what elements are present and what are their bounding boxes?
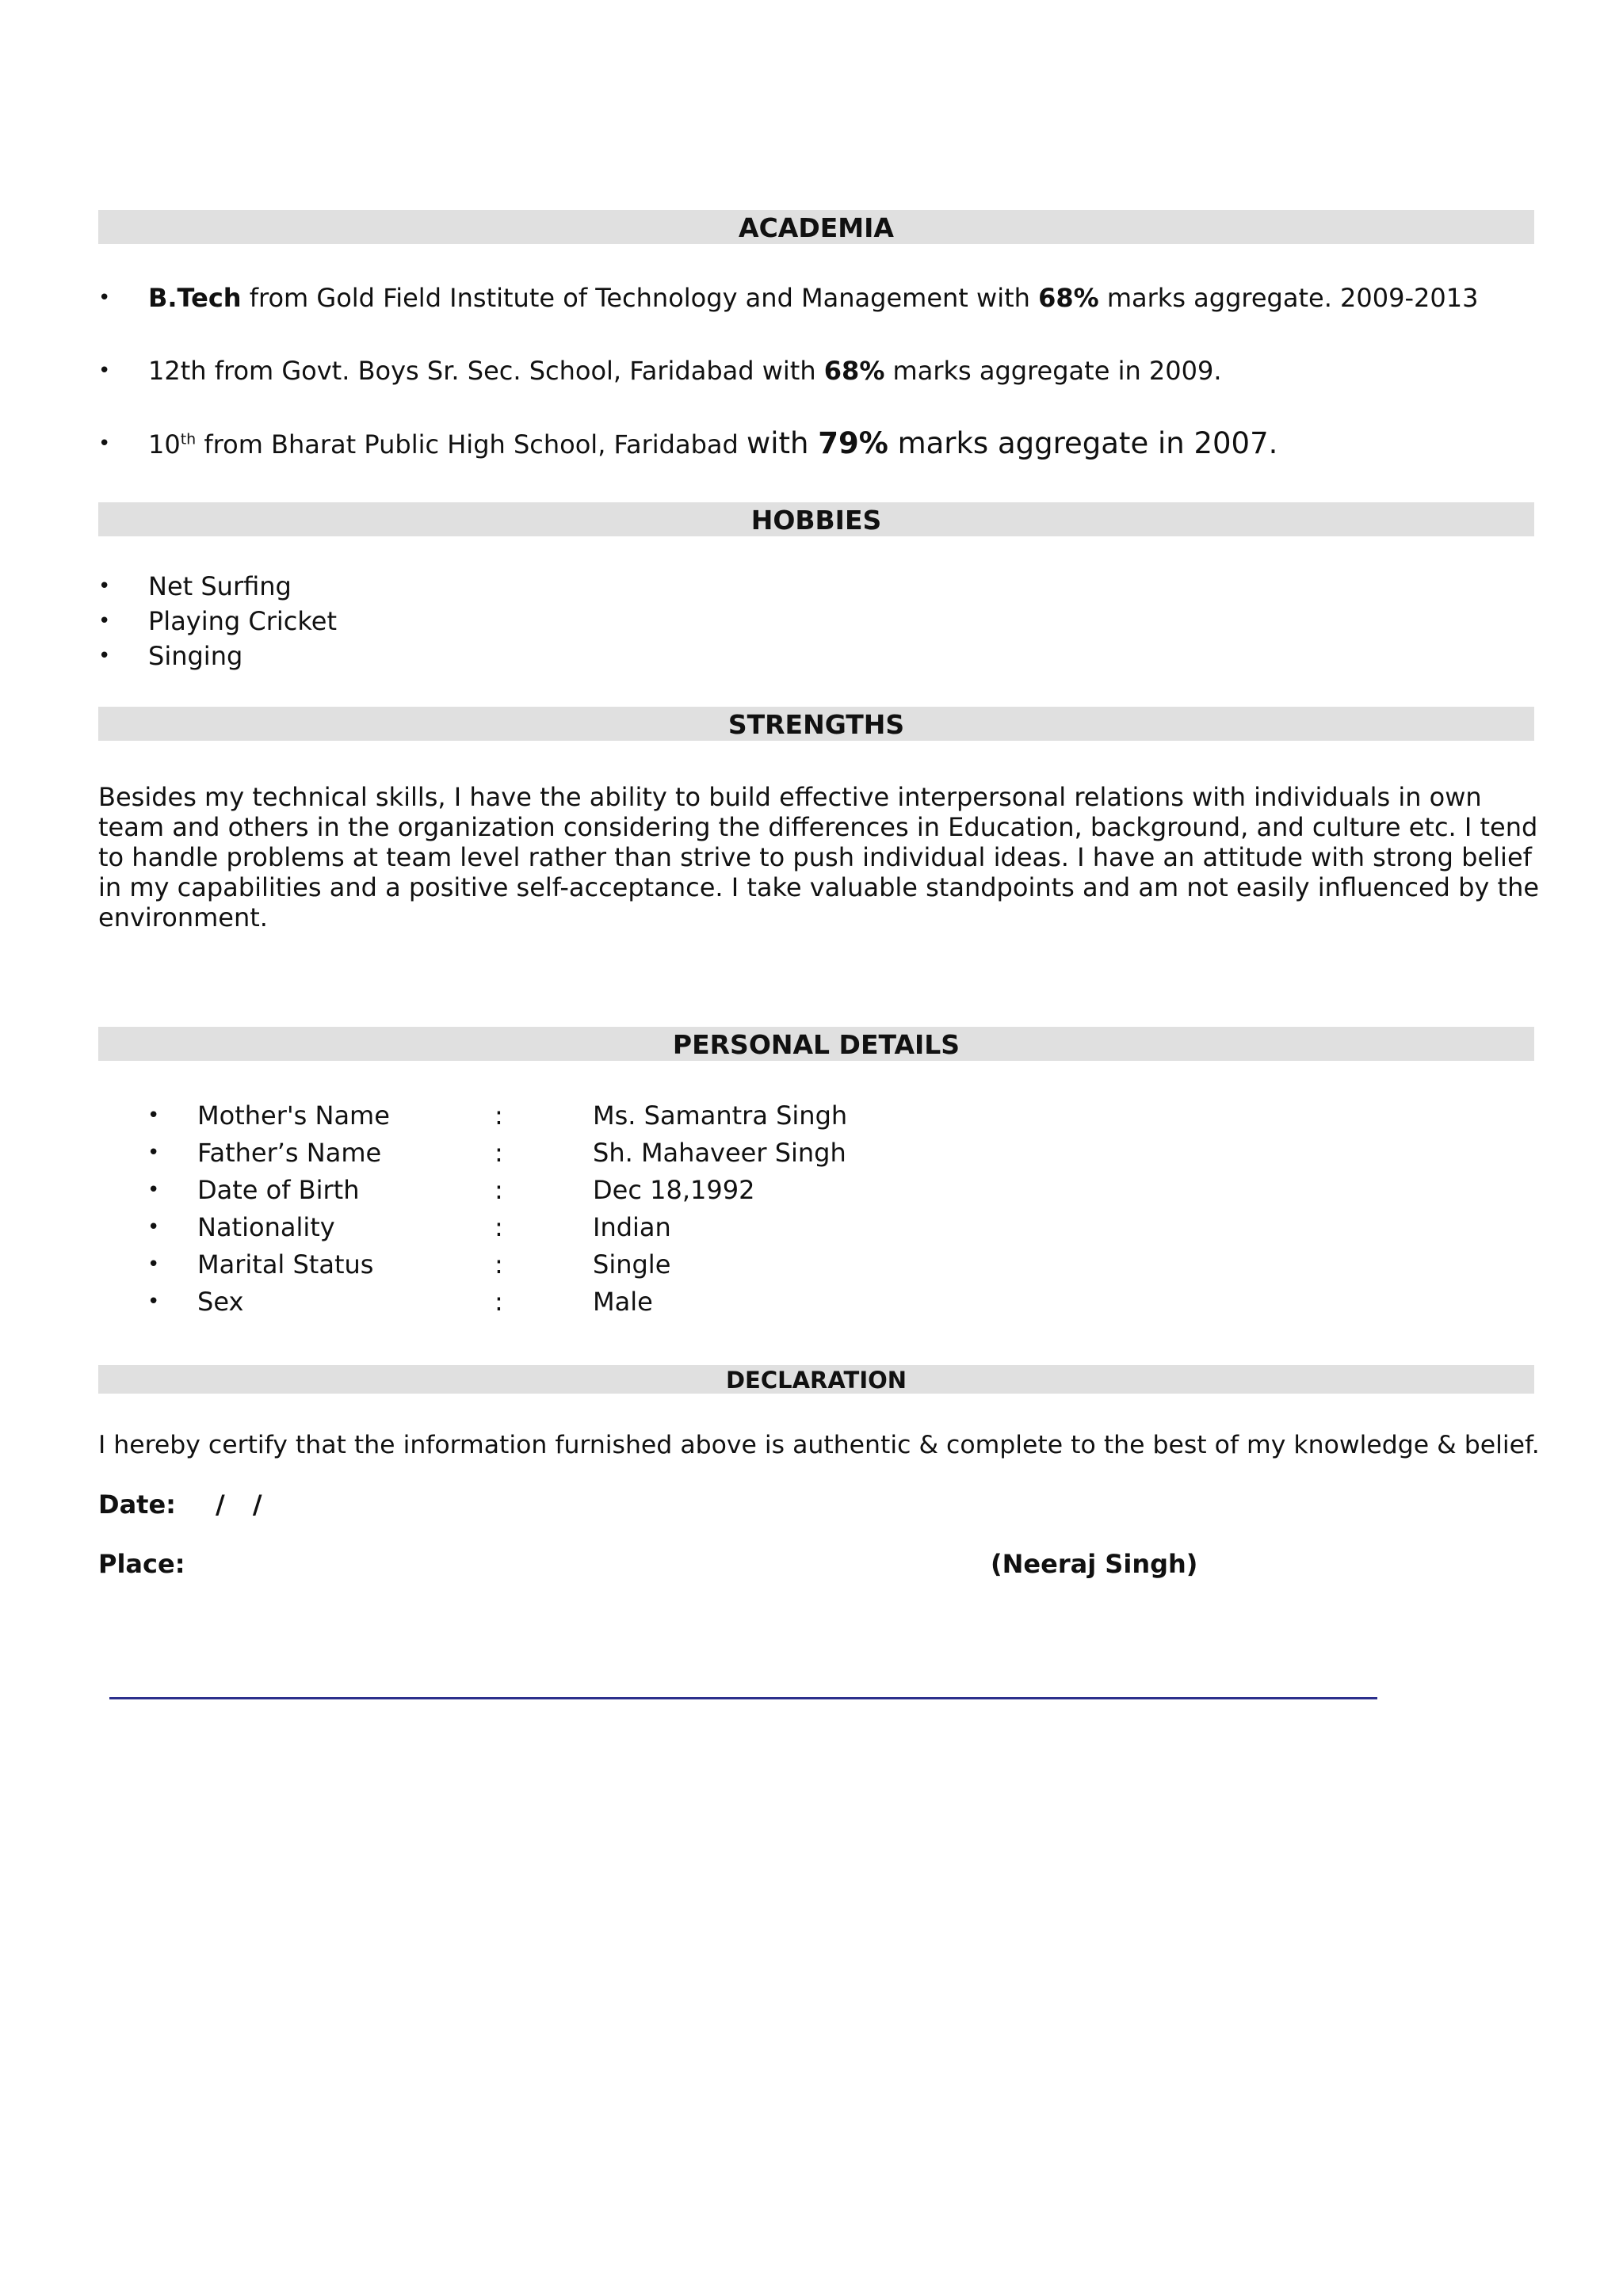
bullet-icon: • xyxy=(98,432,111,456)
detail-separator: : xyxy=(495,1138,503,1168)
declaration-heading: DECLARATION xyxy=(98,1365,1534,1394)
detail-value: Ms. Samantra Singh xyxy=(593,1100,848,1131)
strengths-heading: STRENGTHS xyxy=(98,707,1534,741)
personal-detail-row xyxy=(147,1211,1098,1248)
detail-label: Nationality xyxy=(197,1212,335,1242)
place-label: Place: xyxy=(98,1549,185,1579)
detail-value: Single xyxy=(593,1249,671,1280)
bullet-icon: • xyxy=(147,1178,160,1202)
signature-line xyxy=(109,1697,1377,1699)
bullet-icon: • xyxy=(98,644,111,668)
declaration-statement: I hereby certify that the information furnished above is authentic & complete to the best of my knowledge & belief. xyxy=(98,1431,1540,1459)
signature-name: (Neeraj Singh) xyxy=(991,1549,1198,1579)
academia-heading: ACADEMIA xyxy=(98,210,1534,244)
bullet-icon: • xyxy=(147,1290,160,1314)
strengths-paragraph: Besides my technical skills, I have the ability to build effective interpersonal relations with individuals in own team and others in the organization considering the differences in Education, background, and culture etc. I tend to handle problems at team level rather than strive to push individual ideas. I have an attitude with strong belief in my capabilities and a positive self-acceptance. I take valuable standpoints and am not easily influenced by the environment. xyxy=(98,782,1540,933)
personal-detail-row xyxy=(147,1286,1098,1322)
detail-separator: : xyxy=(495,1175,503,1205)
detail-label: Mother's Name xyxy=(197,1100,390,1131)
bullet-icon: • xyxy=(98,359,111,383)
bullet-icon: • xyxy=(98,609,111,633)
hobbies-heading: HOBBIES xyxy=(98,502,1534,536)
percentage: 68% xyxy=(1038,283,1099,313)
personal-detail-row xyxy=(147,1100,1098,1136)
detail-label: Sex xyxy=(197,1287,244,1317)
bullet-icon: • xyxy=(147,1104,160,1127)
detail-separator: : xyxy=(495,1100,503,1131)
bullet-icon: • xyxy=(98,286,111,310)
personal-detail-row xyxy=(147,1249,1098,1285)
detail-separator: : xyxy=(495,1249,503,1280)
bullet-icon: • xyxy=(147,1215,160,1239)
detail-separator: : xyxy=(495,1212,503,1242)
detail-value: Male xyxy=(593,1287,653,1317)
percentage: 79% xyxy=(818,426,888,460)
detail-value: Dec 18,1992 xyxy=(593,1175,755,1205)
personal-details-heading: PERSONAL DETAILS xyxy=(98,1027,1534,1061)
personal-detail-row xyxy=(147,1174,1098,1211)
detail-label: Father’s Name xyxy=(197,1138,382,1168)
bullet-icon: • xyxy=(147,1253,160,1276)
degree-name: B.Tech xyxy=(148,283,242,313)
date-label: Date: xyxy=(98,1489,176,1520)
detail-value: Sh. Mahaveer Singh xyxy=(593,1138,846,1168)
detail-label: Marital Status xyxy=(197,1249,374,1280)
bullet-icon: • xyxy=(98,574,111,598)
detail-label: Date of Birth xyxy=(197,1175,360,1205)
personal-detail-row xyxy=(147,1137,1098,1173)
percentage: 68% xyxy=(823,356,885,386)
bullet-icon: • xyxy=(147,1141,160,1165)
date-value: / / xyxy=(216,1489,262,1520)
detail-value: Indian xyxy=(593,1212,671,1242)
detail-separator: : xyxy=(495,1287,503,1317)
resume-page: ACADEMIA • B.Tech from Gold Field Institute of Technology and Management with 68% marks aggregate. 2009-2013 • 12th from Govt. Boys Sr. Sec. School, Faridabad with 68% marks aggregate in 2009. • 10th from Bharat Public High School, Faridabad with 79% marks aggregate in 2007. HOBBIES • Net Surfing • Playing Cricket • Singing STRENGTHS Besides my technical skills, I have the ability to build effective interpersonal relations with individuals in own team and others in the organization considering the differences in Education, background, and culture etc. I tend to handle problems at team level rather than strive to push individual ideas. I have an attitude with strong belief in my capabilities and a positive self-acceptance. I take valuable standpoints and am not easily influenced by the environment. PERSONAL DETAILS • Mother's Name : Ms. Samantra Singh • Father’s Name : Sh. Mahaveer Singh • Date of Birth : Dec 18,1992 • Nationality : Indian • Marital Status : Single • Sex : Male DECLARATION I hereby certify that the information furnished above is authentic & complete to the best of my knowledge & belief. Date: / / Place: (Neeraj Singh) xyxy=(0,0,1623,2296)
